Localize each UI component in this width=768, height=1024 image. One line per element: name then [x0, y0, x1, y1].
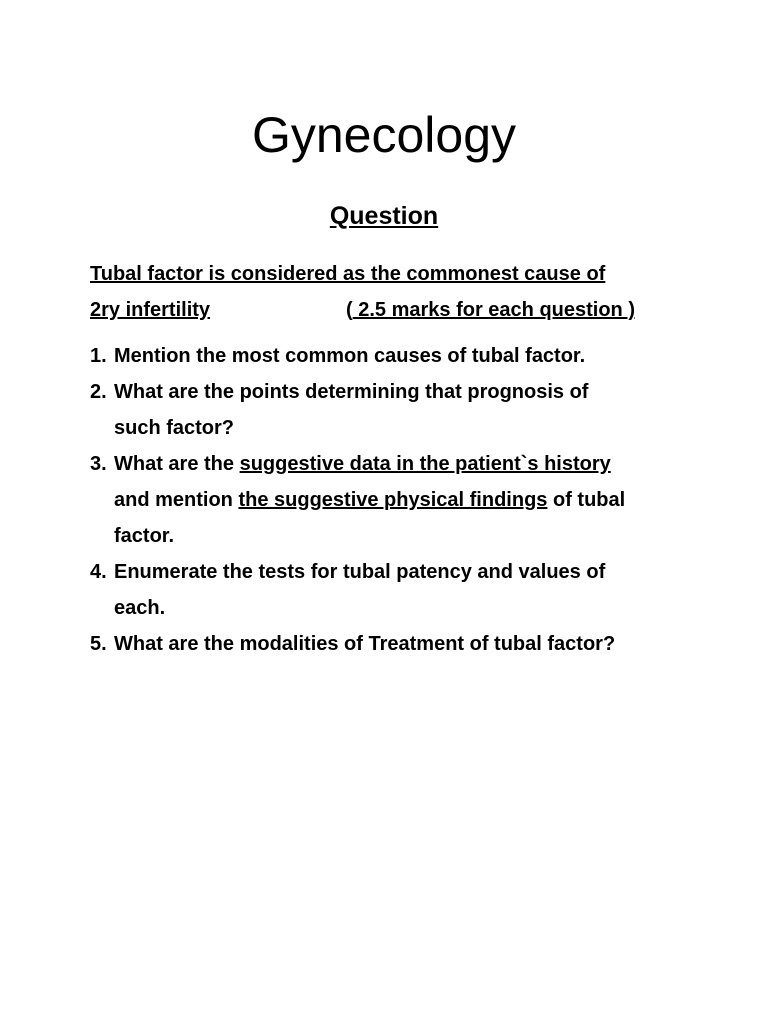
question-text: Mention the most common causes of tubal factor.	[114, 345, 586, 367]
marks-note	[346, 292, 635, 328]
question-item-5	[90, 626, 710, 662]
question-number: 1.	[90, 345, 107, 367]
intro-line-2	[90, 292, 690, 328]
question-list	[90, 338, 710, 662]
question-item-3	[90, 446, 710, 554]
question-heading: Question	[329, 202, 439, 230]
intro-topic: 2ry infertility	[90, 299, 211, 321]
question-text: What are the points determining that prognosis of	[114, 381, 589, 403]
question-text: and mention	[114, 489, 239, 511]
question-text: What are the	[114, 453, 240, 475]
underlined-phrase: suggestive data in the patient`s history	[239, 453, 611, 475]
question-text: such factor?	[114, 417, 235, 439]
question-number: 5.	[90, 633, 107, 655]
question-number: 3.	[90, 453, 107, 475]
question-text: factor.	[114, 525, 175, 547]
question-text: each.	[114, 597, 166, 619]
question-intro	[90, 256, 690, 328]
underlined-phrase: the suggestive physical findings	[238, 489, 548, 511]
question-text: Enumerate the tests for tubal patency and values of	[114, 561, 606, 583]
marks-text: 2.5 marks for each question )	[352, 299, 635, 321]
question-item-1	[90, 338, 710, 374]
question-item-4	[90, 554, 710, 626]
question-text-line	[114, 446, 710, 482]
question-text-line	[114, 482, 710, 518]
question-text: of tubal	[547, 489, 626, 511]
document-title: Gynecology	[251, 107, 517, 163]
question-text: What are the modalities of Treatment of tubal factor?	[114, 633, 616, 655]
intro-line-1: Tubal factor is considered as the commonest cause of	[90, 263, 606, 285]
question-item-2	[90, 374, 710, 446]
marks-open: (	[346, 299, 353, 321]
question-number: 4.	[90, 561, 107, 583]
question-number: 2.	[90, 381, 107, 403]
